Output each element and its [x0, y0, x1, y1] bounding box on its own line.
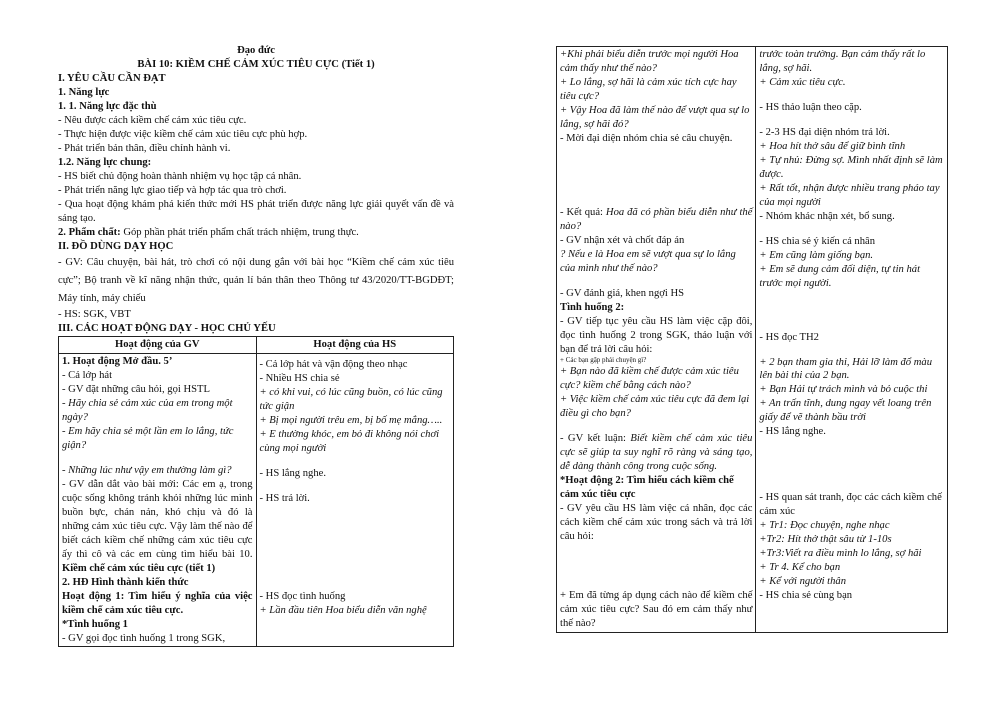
hs-line: - HS trả lời. [259, 492, 310, 504]
text-line: - HS biết chủ động hoàn thành nhiệm vụ học tập cá nhân. [58, 170, 302, 182]
hs-answer: +Tr3:Viết ra điều mình lo lắng, sợ hãi [759, 548, 922, 560]
left-page [58, 44, 454, 647]
label-text: Góp phần phát triển phẩm chất trách nhiệm, trung thực. [120, 226, 359, 238]
hs-line: - Cả lớp hát và vận động theo nhạc [259, 359, 408, 371]
hs-line: - HS chia sẻ ý kiến cá nhân [759, 235, 876, 247]
hs-answer: + An trấn tĩnh, dung ngay vết loang trên giấy để vẽ thành bầu trời [759, 398, 932, 424]
hs-line: - Nhóm khác nhận xét, bổ sung. [759, 210, 895, 222]
hs-answer: + Bị mọi người trêu em, bị bố mẹ mắng….. [259, 414, 443, 426]
gv-line: - GV yêu cầu HS làm việc cá nhân, đọc các cách kiềm chế cảm xúc trong sách và trả lời câu hỏi: [560, 502, 753, 542]
gv-line: - GV tiếp tục yêu cầu HS làm việc cặp đôi, đọc tình huống 2 trong SGK, thảo luận với bạn để trả lời câu hỏi: [560, 315, 753, 355]
gv-question: - Hãy chia sẻ cảm xúc của em trong một ngày? [62, 398, 233, 423]
text-line: - Nêu được cách kiềm chế cảm xúc tiêu cực. [58, 114, 247, 126]
gv-question: - Những lúc như vậy em thường làm gì? [62, 464, 232, 476]
hs-line: - HS lắng nghe. [259, 467, 326, 479]
gv-line: - GV nhận xét và chốt đáp án [560, 234, 685, 246]
hs-answer: + Tr1: Đọc chuyện, nghe nhạc [759, 520, 890, 532]
activity-table-right [556, 46, 948, 633]
header-hs: Hoạt động của HS [256, 337, 454, 354]
text-line: - Qua hoạt động khám phá kiến thức mới HS phát triển được năng lực giải quyết vấn đề và sáng tạo. [58, 198, 454, 224]
gv-question: + Vậy Hoa đã làm thế nào để vượt qua sự lo lắng, sợ hãi đó? [560, 104, 750, 130]
situation-title: Tình huống 2: [560, 301, 625, 313]
activity-title: 2. HĐ Hình thành kiến thức [62, 576, 189, 588]
gv-question: - Em hãy chia sẻ một lần em lo lắng, tức giận? [62, 425, 234, 451]
text-line: - HS: SGK, VBT [58, 309, 131, 321]
hs-answer: + có khi vui, có lúc cũng buồn, có lúc cũng tức giận [259, 387, 443, 412]
gv-question: + Việc kiềm chế cảm xúc tiêu cực đã đem lại điều gì cho bạn? [560, 393, 750, 419]
right-page [556, 46, 948, 633]
gv-text: - Kết quả: [560, 206, 606, 218]
lesson-name: Kiềm chế cảm xúc tiêu cực (tiết 1) [62, 562, 216, 574]
label-bold: 2. Phẩm chất: [58, 226, 121, 238]
gv-question: + Bạn nào đã kiềm chế được cảm xúc tiêu cực? kiềm chế bằng cách nào? [560, 365, 739, 391]
hs-answer: + Bạn Hải tự trách mình và bỏ cuộc thi [759, 384, 928, 396]
hs-answer: + Rất tốt, nhận được nhiều trang pháo tay của mọi người [759, 182, 940, 208]
hs-line: - HS đọc TH2 [759, 331, 819, 343]
hs-line: - HS lắng nghe. [759, 426, 826, 438]
section-heading: II. ĐỒ DÙNG DẠY HỌC [58, 240, 174, 252]
gv-result: Hoa đã có phần biểu diễn như thế nào? [560, 206, 753, 232]
gv-line: - Cả lớp hát [62, 370, 113, 382]
gv-text: - GV dẫn dắt vào bài mới: Các em ạ, trong cuộc sống không tránh khỏi những lúc mình buồn bực, chán nản, khó chịu và đó là những cảm xúc tiêu cực. Vậy làm thế nào để biết cách kiềm chế những cảm xúc tiêu cực ấy thì cô và các em cùng tìm hiểu bài 10. [62, 478, 253, 560]
gv-question-small: + Các bạn gặp phải chuyện gì? [560, 356, 647, 365]
gv-cell [59, 354, 257, 647]
gv-text: - GV kết luận: [560, 432, 631, 444]
hs-answer: + 2 bạn tham gia thi, Hải lỡ làm đổ màu lên bài thi của 2 bạn. [759, 356, 932, 382]
lesson-title: BÀI 10: KIỀM CHẾ CẢM XÚC TIÊU CỰC (Tiết 1) [137, 58, 375, 70]
gv-question: ? Nếu e là Hoa em sẽ vượt qua sự lo lắng của mình như thế nào? [560, 248, 736, 274]
hs-line: - HS đọc tình huống [259, 590, 346, 602]
gv-question: + Lo lắng, sợ hãi là cảm xúc tích cực hay tiêu cực? [560, 76, 737, 102]
subsection-heading: 1.2. Năng lực chung: [58, 156, 152, 168]
hs-answer: + Lần đầu tiên Hoa biểu diễn văn nghệ [259, 604, 427, 616]
gv-line: - Mời đại diện nhóm chia sẻ câu chuyện. [560, 132, 733, 144]
hs-line: - HS thảo luận theo cặp. [759, 101, 862, 113]
activity-table-left [58, 336, 454, 647]
text-line: - Thực hiện được việc kiềm chế cảm xúc tiêu cực phù hợp. [58, 128, 308, 140]
hs-cell [256, 354, 454, 647]
hs-answer: + Cảm xúc tiêu cực. [759, 76, 846, 88]
hs-line: - HS chia sẻ cùng bạn [759, 590, 853, 602]
text-line: - Phát triển bản thân, điều chỉnh hành vi. [58, 142, 231, 154]
gv-cell [557, 47, 756, 633]
hs-line: - 2-3 HS đại diện nhóm trả lời. [759, 126, 890, 138]
hs-answer: + Em sẽ dung cảm đối diện, tự tin hát trước mọi người. [759, 263, 921, 289]
gv-line: + Em đã từng áp dụng cách nào để kiềm chế cảm xúc tiêu cực? Sau đó em cảm thấy như thế nào? [560, 590, 753, 630]
subsection-heading: 1. 1. Năng lực đặc thù [58, 100, 157, 112]
hs-answer: + Em cũng làm giống bạn. [759, 249, 874, 261]
gv-line [62, 478, 253, 576]
hs-answer: + Tr 4. Kể cho bạn [759, 562, 841, 574]
gv-question: +Khi phải biểu diễn trước mọi người Hoa cảm thấy như thế nào? [560, 49, 739, 74]
text-line: - Phát triển năng lực giao tiếp và hợp tác qua trò chơi. [58, 184, 287, 196]
activity-title: Hoạt động 1: Tìm hiểu ý nghĩa của việc kiềm chế cảm xúc tiêu cực. [62, 590, 253, 616]
hs-answer: + Kể với người thân [759, 576, 847, 588]
hs-cell [756, 47, 948, 633]
text-paragraph: - GV: Câu chuyện, bài hát, trò chơi có nội dung gắn với bài học “Kiềm chế cảm xúc tiêu cực”; Bộ tranh về kĩ năng nhận thức, quản lí bản thân theo Thông tư 43/2020/TT-BGDĐT; Máy tính, máy chiếu [58, 256, 454, 304]
hs-answer: + E thường khóc, em bỏ đi không nói chơi cùng mọi người [259, 428, 440, 454]
gv-line: - GV đánh giá, khen ngợi HS [560, 287, 684, 299]
activity-title: *Hoạt động 2: Tìm hiểu cách kiềm chế cảm xúc tiêu cực [560, 474, 734, 500]
gv-line: - GV đặt những câu hỏi, gọi HSTL [62, 384, 210, 396]
section-heading: III. CÁC HOẠT ĐỘNG DẠY - HỌC CHỦ YẾU [58, 323, 276, 335]
hs-answer: +Tr2: Hít thở thật sâu từ 1-10s [759, 534, 892, 546]
situation-title: *Tình huống 1 [62, 618, 128, 630]
hs-answer: + Hoa hít thở sâu để giữ bình tĩnh [759, 140, 906, 152]
header-gv: Hoạt động của GV [59, 337, 257, 354]
hs-answer: trước toàn trường. Bạn cảm thấy rất lo lắng, sợ hãi. [759, 49, 926, 74]
subsection-heading: 1. Năng lực [58, 86, 110, 98]
text-line [58, 226, 454, 240]
gv-conclusion: Biết kiềm chế cảm xúc tiêu cực sẽ giúp ta suy nghĩ rõ ràng và sáng tạo, dễ dàng thành công trong cuộc sống. [560, 432, 753, 472]
subject-title: Đạo đức [237, 45, 275, 56]
gv-line [560, 432, 752, 474]
hs-answer: + Tự nhủ: Đừng sợ. Mình nhất định sẽ làm được. [759, 154, 943, 180]
section-heading: I. YÊU CẦU CẦN ĐẠT [58, 72, 166, 84]
hs-line: - HS quan sát tranh, đọc các cách kiềm chế cảm xúc [759, 492, 942, 518]
hs-line: - Nhiều HS chia sẻ [259, 373, 340, 385]
gv-line: - GV gọi đọc tình huống 1 trong SGK, [62, 632, 226, 644]
gv-line [560, 206, 752, 234]
activity-title: 1. Hoạt động Mở đầu. 5’ [62, 356, 173, 368]
